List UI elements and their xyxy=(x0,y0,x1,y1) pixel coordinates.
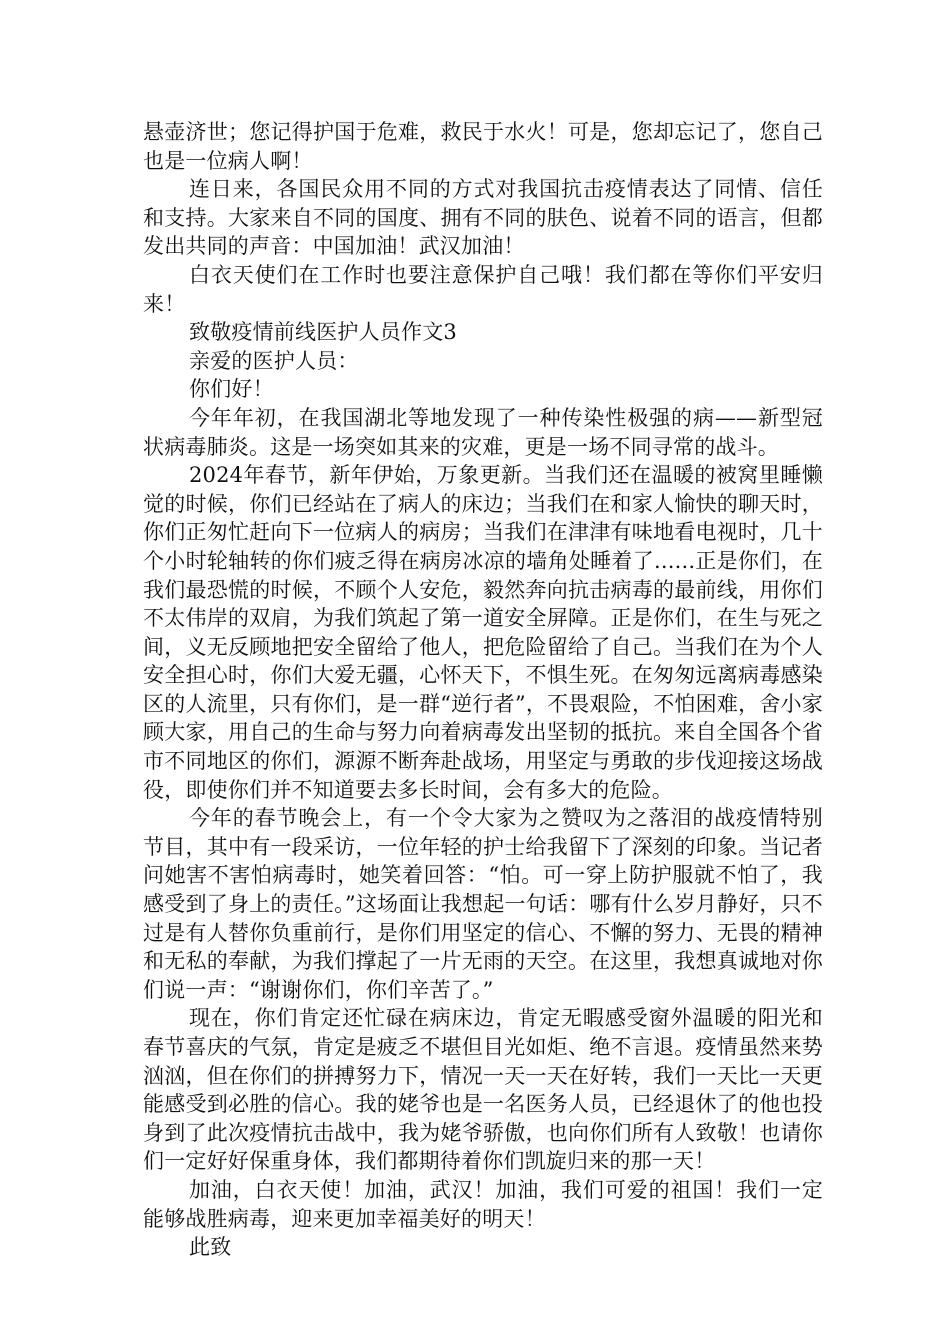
paragraph-current-situation: 现在，你们肯定还忙碌在病床边，肯定无暇感受窗外温暖的阳光和春节喜庆的气氛，肯定是疲乏不堪但目光如炬、绝不言退。疫情虽然来势汹汹，但在你们的拼搏努力下，情况一天一天在好转，我们一天比一天更能感受到必胜的信心。我的姥爷也是一名医务人员，已经退休了的他也投身到了此次疫情抗击战中，我为姥爷骄傲，也向你们所有人致敬！也请你们一定好好保重身体，我们都期待着你们凯旋归来的那一天！ xyxy=(143,1006,823,1174)
paragraph-spring-festival: 2024年春节，新年伊始，万象更新。当我们还在温暖的被窝里睡懒觉的时候，你们已经站在了病人的床边；当我们在和家人愉快的聊天时，你们正匆忙赶向下一位病人的病房；当我们在津津有味地看电视时，几十个小时轮轴转的你们疲乏得在病房冰凉的墙角处睡着了......正是你们，在我们最恐慌的时候，不顾个人安危，毅然奔向抗击病毒的最前线，用你们不太伟岸的双肩，为我们筑起了第一道安全屏障。正是你们，在生与死之间，义无反顾地把安全留给了他人，把危险留给了自己。当我们在为个人安全担心时，你们大爱无疆，心怀天下，不惧生死。在匆匆远离病毒感染区的人流里，只有你们，是一群“逆行者”，不畏艰险，不怕困难，舍小家顾大家，用自己的生命与努力向着病毒发出坚韧的抵抗。来自全国各个省市不同地区的你们，源源不断奔赴战场，用坚定与勇敢的步伐迎接这场战役，即使你们并不知道要去多长时间，会有多大的危险。 xyxy=(143,463,823,802)
greeting: 你们好！ xyxy=(189,377,274,402)
closing-salutation: 此致 xyxy=(189,1235,232,1260)
paragraph-wish-safe-return: 白衣天使们在工作时也要注意保护自己哦！我们都在等你们平安归来！ xyxy=(143,262,823,316)
essay-title: 致敬疫情前线医护人员作文3 xyxy=(189,320,457,345)
paragraph-gala-interview: 今年的春节晚会上，有一个令大家为之赞叹为之落泪的战疫情特别节目，其中有一段采访，一位年轻的护士给我留下了深刻的印象。当记者问她害不害怕病毒时，她笑着回答：“怕。可一穿上防护服就不怕了，我感受到了身上的责任。”这场面让我想起一句话：哪有什么岁月静好，只不过是有人替你负重前行，是你们用坚定的信心、不懈的努力、无畏的精神和无私的奉献，为我们撑起了一片无雨的天空。在这里，我想真诚地对你们说一声：“谢谢你们，你们辛苦了。” xyxy=(143,806,823,1002)
document-body xyxy=(143,118,823,1262)
paragraph-cheer: 加油，白衣天使！加油，武汉！加油，我们可爱的祖国！我们一定能够战胜病毒，迎来更加幸福美好的明天！ xyxy=(143,1177,823,1231)
paragraph-continuation: 悬壶济世；您记得护国于危难，救民于水火！可是，您却忘记了，您自己也是一位病人啊！ xyxy=(143,120,823,173)
paragraph-international-support: 连日来，各国民众用不同的方式对我国抗击疫情表达了同情、信任和支持。大家来自不同的国度、拥有不同的肤色、说着不同的语言，但都发出共同的声音：中国加油！武汉加油！ xyxy=(143,177,823,259)
salutation: 亲爱的医护人员： xyxy=(189,348,359,373)
paragraph-outbreak-intro: 今年年初，在我国湖北等地发现了一种传染性极强的病——新型冠状病毒肺炎。这是一场突如其来的灾难，更是一场不同寻常的战斗。 xyxy=(143,405,823,459)
